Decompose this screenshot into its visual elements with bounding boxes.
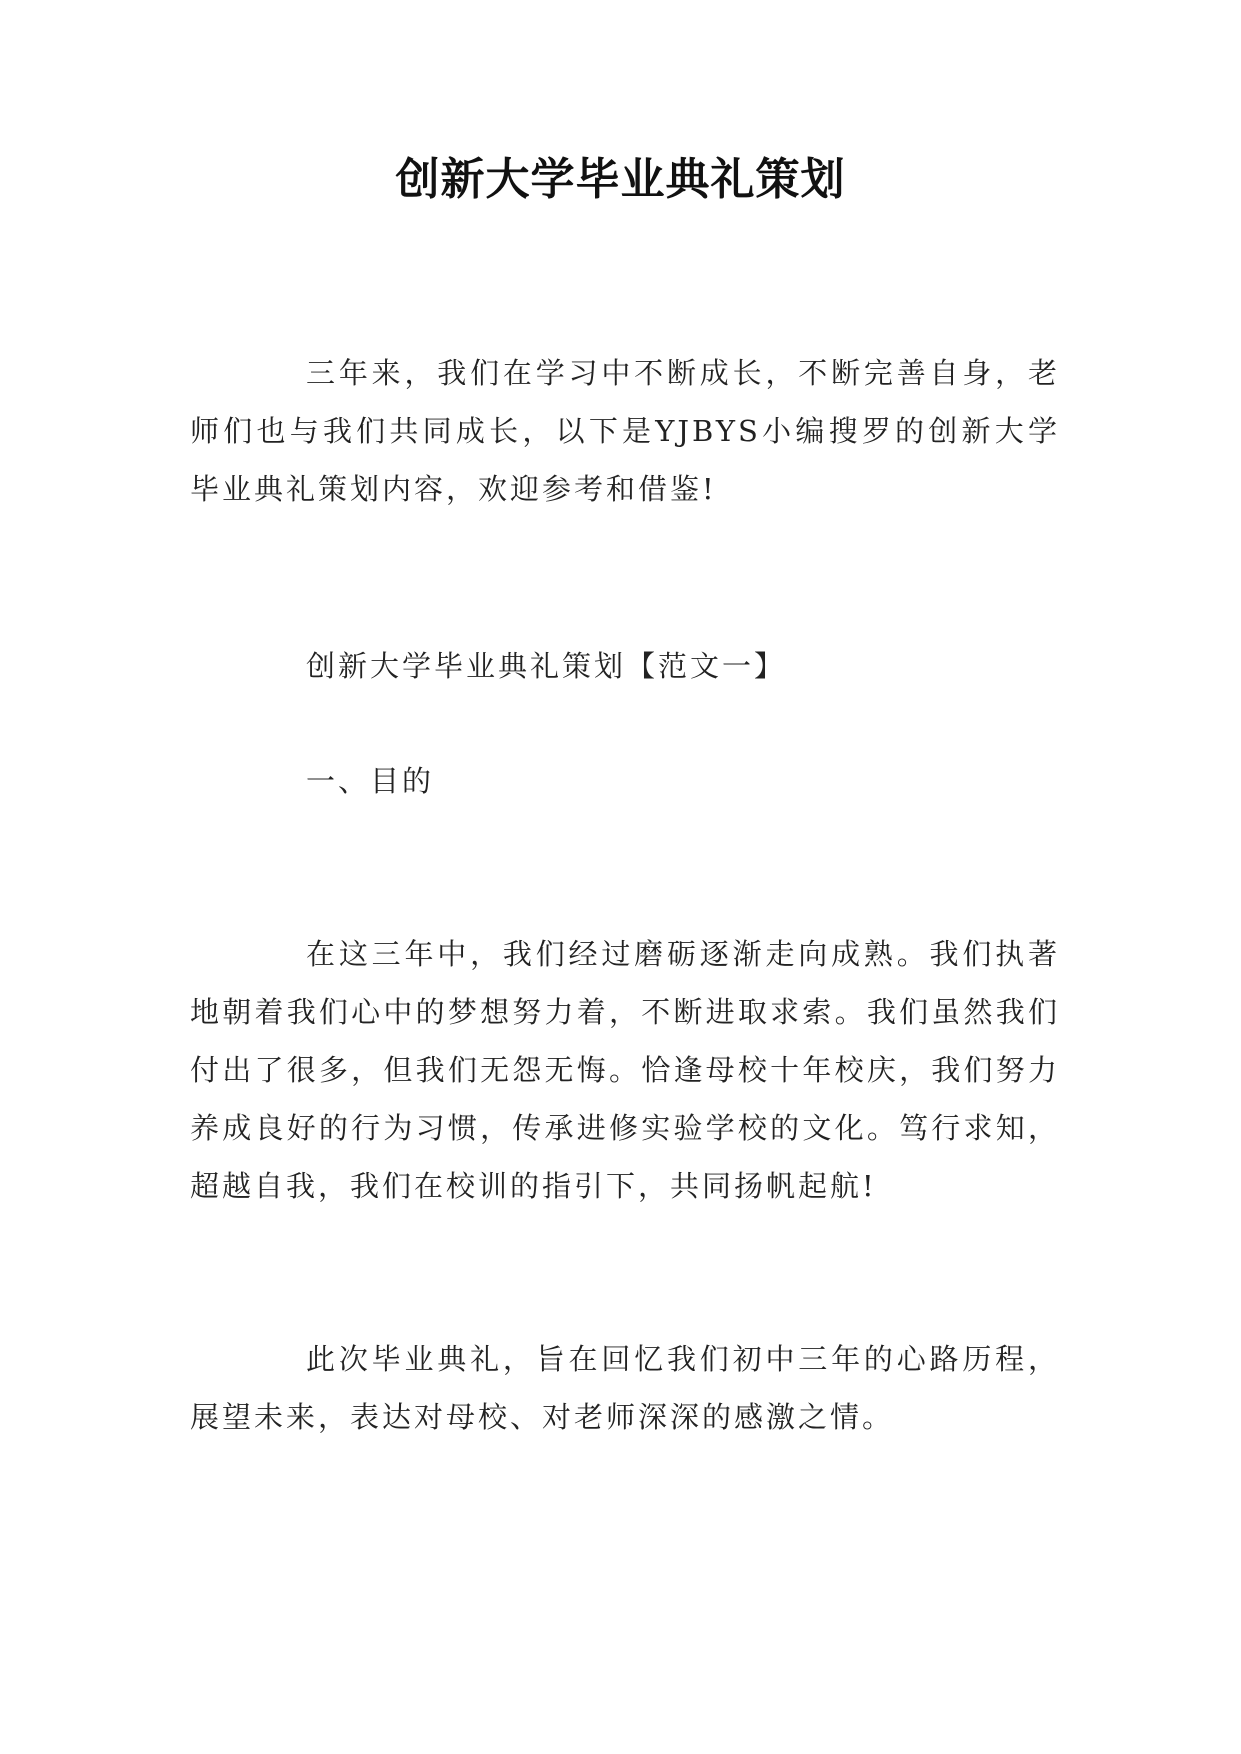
document-title: 创新大学毕业典礼策划 xyxy=(395,154,846,205)
subheading-purpose: 一、目的 xyxy=(306,764,435,798)
body-paragraph-1: 在这三年中，我们经过磨砺逐渐走向成熟。我们执著地朝着我们心中的梦想努力着，不断进取求索。我们虽然我们付出了很多，但我们无怨无悔。恰逢母校十年校庆，我们努力养成良好的行为习惯，传承进修实验学校的文化。笃行求知，超越自我，我们在校训的指引下，共同扬帆起航! xyxy=(190,937,1060,1203)
body-paragraph-2: 此次毕业典礼，旨在回忆我们初中三年的心路历程，展望未来，表达对母校、对老师深深的感激之情。 xyxy=(190,1342,1060,1434)
intro-paragraph: 三年来，我们在学习中不断成长，不断完善自身，老师们也与我们共同成长，以下是YJBYS小编搜罗的创新大学毕业典礼策划内容，欢迎参考和借鉴! xyxy=(190,356,1060,506)
section-heading: 创新大学毕业典礼策划【范文一】 xyxy=(306,649,787,683)
